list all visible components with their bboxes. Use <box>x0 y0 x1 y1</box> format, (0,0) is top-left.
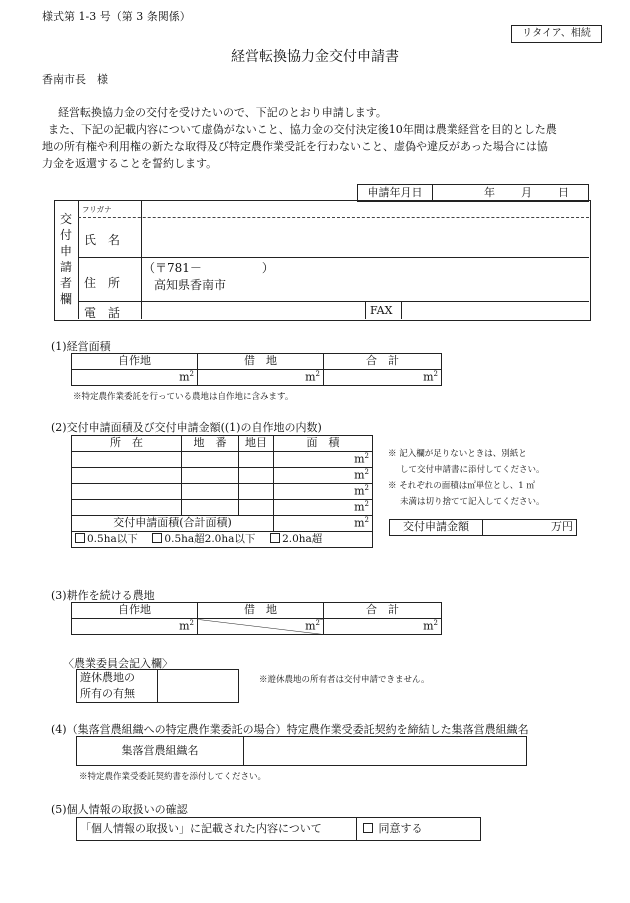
org-name-label: 集落営農組織名 <box>77 737 244 766</box>
committee-note: ※遊休農地の所有者は交付申請できません。 <box>259 675 430 685</box>
section5-table <box>76 817 481 841</box>
table-row <box>72 484 373 500</box>
table-row <box>72 500 373 516</box>
furigana-label: フリガナ <box>82 205 112 214</box>
location-cell[interactable] <box>72 500 182 516</box>
checkbox-le-0-5ha[interactable]: 0.5ha以下 <box>75 533 138 545</box>
phone-label: 電 話 <box>84 306 121 320</box>
note-line: ※ それぞれの面積は㎡単位とし、1 ㎡ <box>388 481 535 491</box>
side-char: 申 <box>59 244 72 258</box>
lot-cell[interactable] <box>182 484 239 500</box>
year-label: 年 <box>484 185 495 199</box>
address-label: 住 所 <box>84 276 121 290</box>
section2-heading: (2)交付申請面積及び交付申請金額((1)の自作地の内数) <box>51 421 322 434</box>
side-char: 請 <box>59 260 72 274</box>
side-char: 交 <box>59 212 72 226</box>
note-line: 未満は切り捨てて記入してください。 <box>400 497 545 507</box>
intro-line-1: 経営転換協力金の交付を受けたいので、下記のとおり申請します。 <box>58 106 387 119</box>
fax-input[interactable] <box>404 303 586 318</box>
section1-note: ※特定農作業委託を行っている農地は自作地に含みます。 <box>73 392 294 402</box>
section1-table <box>71 353 442 386</box>
col-leased: 借 地 <box>198 603 324 619</box>
leased-area-cell[interactable]: $m^2$ <box>198 619 324 635</box>
col-leased: 借 地 <box>198 354 324 370</box>
total-area-cell[interactable]: $m^2$ <box>324 619 442 635</box>
col-owned: 自作地 <box>72 354 198 370</box>
name-input[interactable] <box>148 219 586 256</box>
owned-area-cell[interactable]: $m^2$ <box>72 370 198 386</box>
col-area: 面 積 <box>274 436 373 452</box>
form-number: 様式第 1-3 号（第 3 条関係） <box>42 10 191 23</box>
table-row <box>72 468 373 484</box>
note-line: して交付申請書に添付してください。 <box>400 465 545 475</box>
area-cell[interactable]: $m^2$ <box>274 484 373 500</box>
intro-text <box>42 104 602 172</box>
privacy-label: 「個人情報の取扱い」に記載された内容について <box>77 818 357 841</box>
intro-line-3: 地の所有権や利用権の新たな取得及び特定農作業受託を行わないこと、虚偽や違反があった場合には協 <box>42 140 548 153</box>
date-field[interactable] <box>433 185 589 202</box>
col-owned: 自作地 <box>72 603 198 619</box>
location-cell[interactable] <box>72 452 182 468</box>
col-total: 合 計 <box>324 354 442 370</box>
section1-heading: (1)経営面積 <box>51 340 111 353</box>
row-divider <box>78 301 589 302</box>
total-area-cell[interactable]: $m^2$ <box>324 370 442 386</box>
owned-area-cell[interactable]: $m^2$ <box>72 619 198 635</box>
section4-table <box>76 736 527 766</box>
type-cell[interactable] <box>239 484 274 500</box>
month-label: 月 <box>521 185 532 199</box>
total-area-label: 交付申請面積(合計面積) <box>72 516 274 532</box>
col-lot: 地 番 <box>182 436 239 452</box>
section5-heading: (5)個人情報の取扱いの確認 <box>51 803 188 816</box>
lot-cell[interactable] <box>182 452 239 468</box>
amount-field[interactable]: 万円 <box>483 520 577 536</box>
section3-heading: (3)耕作を続ける農地 <box>51 589 155 602</box>
col-location: 所 在 <box>72 436 182 452</box>
section4-heading: (4)（集落営農組織への特定農作業委託の場合）特定農作業受委託契約を締結した集落営農組織名 <box>51 723 529 736</box>
type-cell[interactable] <box>239 452 274 468</box>
committee-heading: 〈農業委員会記入欄〉 <box>63 657 173 670</box>
lot-cell[interactable] <box>182 468 239 484</box>
section2-notes <box>388 446 545 510</box>
location-cell[interactable] <box>72 468 182 484</box>
col-total: 合 計 <box>324 603 442 619</box>
fax-label: FAX <box>370 304 393 317</box>
postal-code[interactable]: （〒781－ ） <box>143 261 274 275</box>
side-char: 欄 <box>59 292 72 306</box>
area-range-checkboxes <box>72 532 373 548</box>
section4-note: ※特定農作業受委託契約書を添付してください。 <box>79 772 267 782</box>
table-row <box>72 452 373 468</box>
page-title: 経営転換協力金交付申請書 <box>231 49 399 65</box>
addressee: 香南市長 様 <box>42 73 108 86</box>
location-cell[interactable] <box>72 484 182 500</box>
area-cell[interactable]: $m^2$ <box>274 468 373 484</box>
side-char: 者 <box>59 276 72 290</box>
checkbox-0-5-to-2-0ha[interactable]: 0.5ha超2.0ha以下 <box>152 533 255 545</box>
applicant-side-label <box>54 200 79 319</box>
type-cell[interactable] <box>239 500 274 516</box>
side-char: 付 <box>59 228 72 242</box>
intro-line-4: 力金を返還することを誓約します。 <box>42 157 218 170</box>
lot-cell[interactable] <box>182 500 239 516</box>
idle-land-field[interactable] <box>158 670 239 703</box>
date-label: 申請年月日 <box>358 185 433 202</box>
row-divider <box>78 257 589 258</box>
phone-input[interactable] <box>148 303 363 318</box>
area-cell[interactable]: $m^2$ <box>274 500 373 516</box>
idle-land-label: 遊休農地の 所有の有無 <box>77 670 158 703</box>
furigana-divider <box>78 217 589 218</box>
fax-divider <box>365 301 366 319</box>
committee-table <box>76 669 239 703</box>
area-cell[interactable]: $m^2$ <box>274 452 373 468</box>
privacy-agree-checkbox[interactable]: 同意する <box>357 818 481 841</box>
category-box: リタイア、相続 <box>511 25 602 43</box>
type-cell[interactable] <box>239 468 274 484</box>
furigana-input[interactable] <box>148 201 586 216</box>
note-line: ※ 記入欄が足りないときは、別紙と <box>388 449 527 459</box>
fax-divider <box>401 301 402 319</box>
total-area-cell[interactable]: $m^2$ <box>274 516 373 532</box>
day-label: 日 <box>558 185 569 199</box>
leased-area-cell[interactable]: $m^2$ <box>198 370 324 386</box>
intro-line-2: また、下記の記載内容について虚偽がないこと、協力金の交付決定後10年間は農業経営を目的とした農 <box>48 123 557 136</box>
section3-table <box>71 602 442 635</box>
name-label: 氏 名 <box>84 233 121 247</box>
col-type: 地目 <box>239 436 274 452</box>
section2-table <box>71 435 373 548</box>
amount-label: 交付申請金額 <box>390 520 483 536</box>
org-name-input[interactable] <box>244 737 527 766</box>
address-value[interactable]: 高知県香南市 <box>154 278 227 292</box>
checkbox-gt-2-0ha[interactable]: 2.0ha超 <box>270 533 322 545</box>
amount-table <box>389 519 577 536</box>
